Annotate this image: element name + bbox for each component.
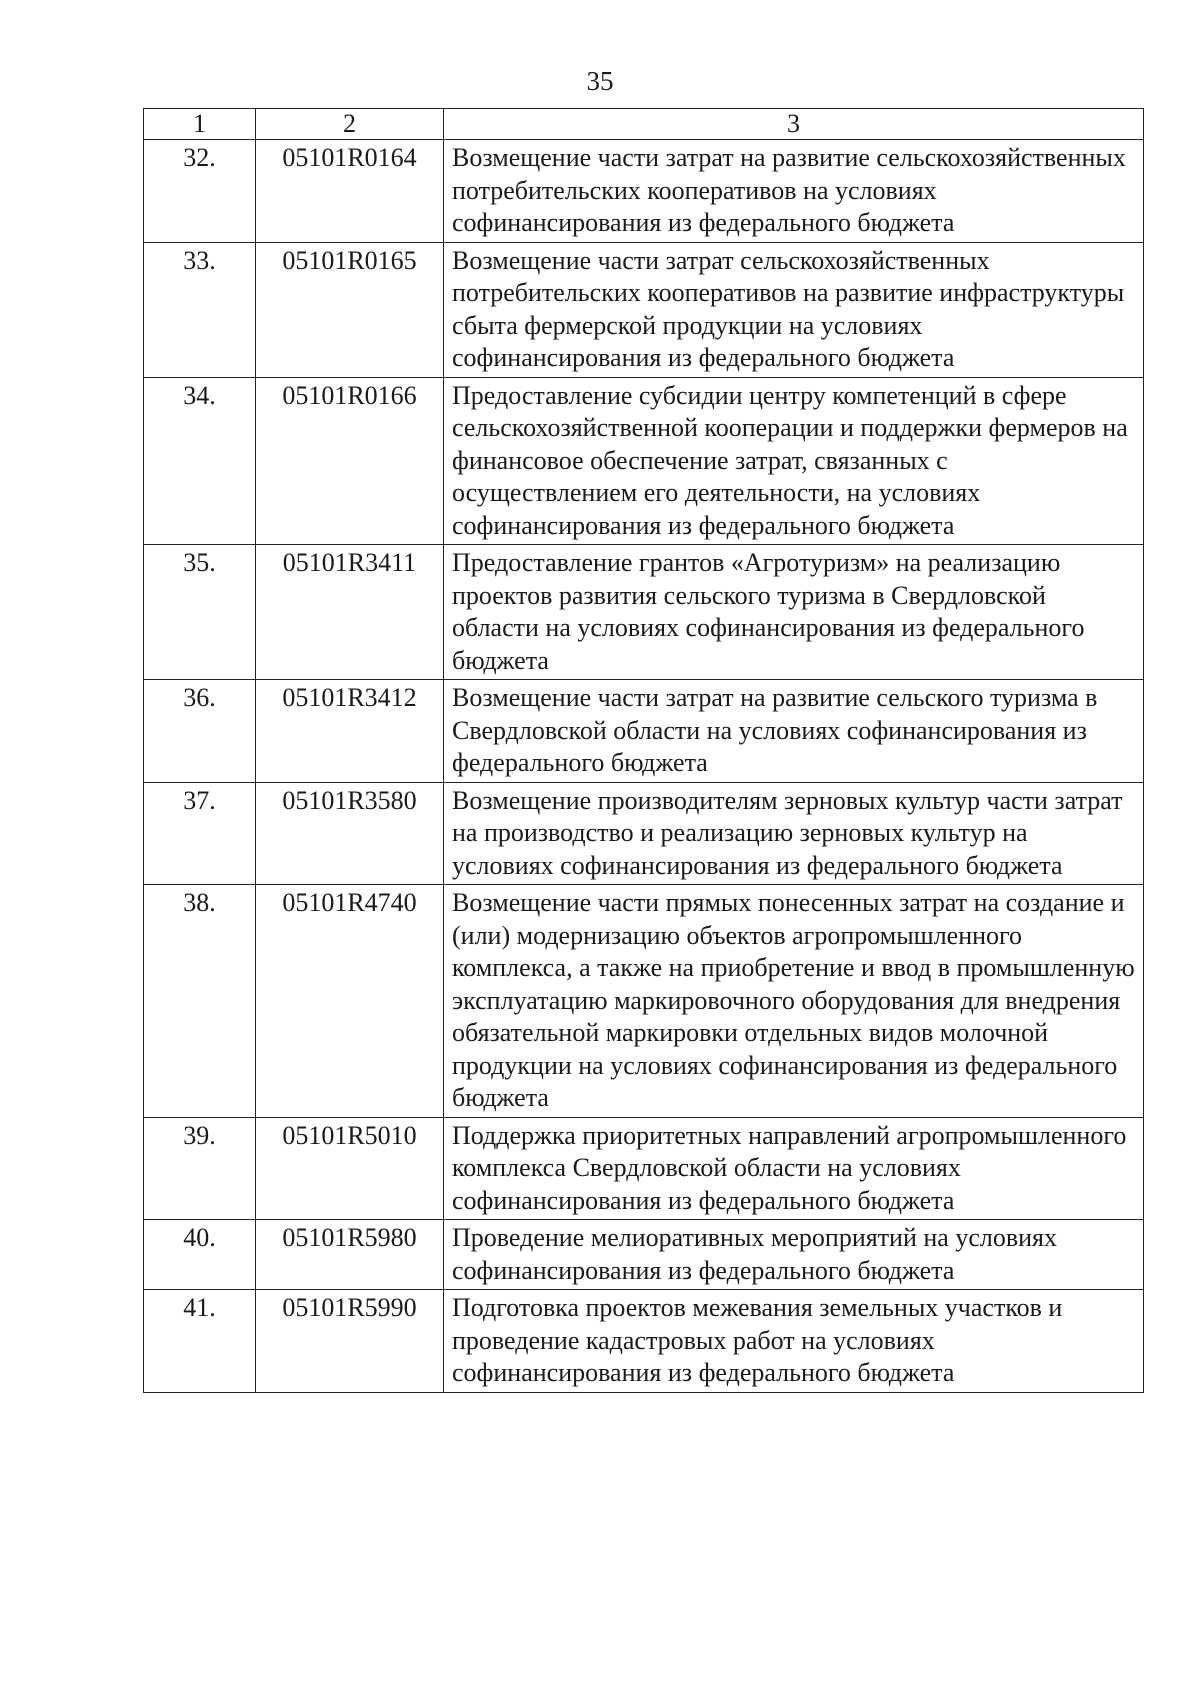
- table-row: [144, 377, 1144, 545]
- table-row: [144, 1117, 1144, 1220]
- row-number: 37.: [144, 782, 256, 885]
- budget-code: 05101R5980: [256, 1220, 444, 1290]
- budget-code: 05101R5010: [256, 1117, 444, 1220]
- row-number: 40.: [144, 1220, 256, 1290]
- row-description: Проведение мелиоративных мероприятий на условиях софинансирования из федерального бюджета: [444, 1220, 1144, 1290]
- table-row: [144, 885, 1144, 1118]
- header-col-3: 3: [444, 109, 1144, 140]
- header-col-1: 1: [144, 109, 256, 140]
- row-description: Возмещение части прямых понесенных затрат на создание и (или) модернизацию объектов агропромышленного комплекса, а также на приобретение и ввод в промышленную эксплуатацию маркировочного оборудования для внедрения обязательной маркировки отдельных видов молочной продукции на условиях софинансирования из федерального бюджета: [444, 885, 1144, 1118]
- row-description: Подготовка проектов межевания земельных участков и проведение кадастровых работ на условиях софинансирования из федерального бюджета: [444, 1290, 1144, 1393]
- row-number: 33.: [144, 242, 256, 377]
- budget-code: 05101R3580: [256, 782, 444, 885]
- budget-code: 05101R0166: [256, 377, 444, 545]
- row-number: 34.: [144, 377, 256, 545]
- table-row: [144, 1290, 1144, 1393]
- table-row: [144, 140, 1144, 243]
- table-row: [144, 782, 1144, 885]
- table-header-row: [144, 109, 1144, 140]
- budget-code: 05101R3411: [256, 545, 444, 680]
- table-row: [144, 545, 1144, 680]
- row-description: Поддержка приоритетных направлений агропромышленного комплекса Свердловской области на условиях софинансирования из федерального бюджета: [444, 1117, 1144, 1220]
- budget-code: 05101R0164: [256, 140, 444, 243]
- row-description: Возмещение части затрат сельскохозяйственных потребительских кооперативов на развитие инфраструктуры сбыта фермерской продукции на условиях софинансирования из федерального бюджета: [444, 242, 1144, 377]
- row-description: Возмещение части затрат на развитие сельского туризма в Свердловской области на условиях софинансирования из федерального бюджета: [444, 680, 1144, 783]
- row-number: 41.: [144, 1290, 256, 1393]
- budget-code: 05101R4740: [256, 885, 444, 1118]
- table-row: [144, 1220, 1144, 1290]
- budget-code: 05101R0165: [256, 242, 444, 377]
- budget-classification-table: [143, 108, 1144, 1393]
- table-row: [144, 680, 1144, 783]
- row-number: 32.: [144, 140, 256, 243]
- row-number: 35.: [144, 545, 256, 680]
- row-number: 38.: [144, 885, 256, 1118]
- row-description: Предоставление субсидии центру компетенций в сфере сельскохозяйственной кооперации и поддержки фермеров на финансовое обеспечение затрат, связанных с осуществлением его деятельности, на условиях софинансирования из федерального бюджета: [444, 377, 1144, 545]
- header-col-2: 2: [256, 109, 444, 140]
- row-number: 36.: [144, 680, 256, 783]
- row-description: Предоставление грантов «Агротуризм» на реализацию проектов развития сельского туризма в Свердловской области на условиях софинансирования из федерального бюджета: [444, 545, 1144, 680]
- budget-code: 05101R3412: [256, 680, 444, 783]
- budget-code: 05101R5990: [256, 1290, 444, 1393]
- table-row: [144, 242, 1144, 377]
- row-description: Возмещение части затрат на развитие сельскохозяйственных потребительских кооперативов на условиях софинансирования из федерального бюджета: [444, 140, 1144, 243]
- row-description: Возмещение производителям зерновых культур части затрат на производство и реализацию зерновых культур на условиях софинансирования из федерального бюджета: [444, 782, 1144, 885]
- page-number: 35: [586, 66, 614, 96]
- row-number: 39.: [144, 1117, 256, 1220]
